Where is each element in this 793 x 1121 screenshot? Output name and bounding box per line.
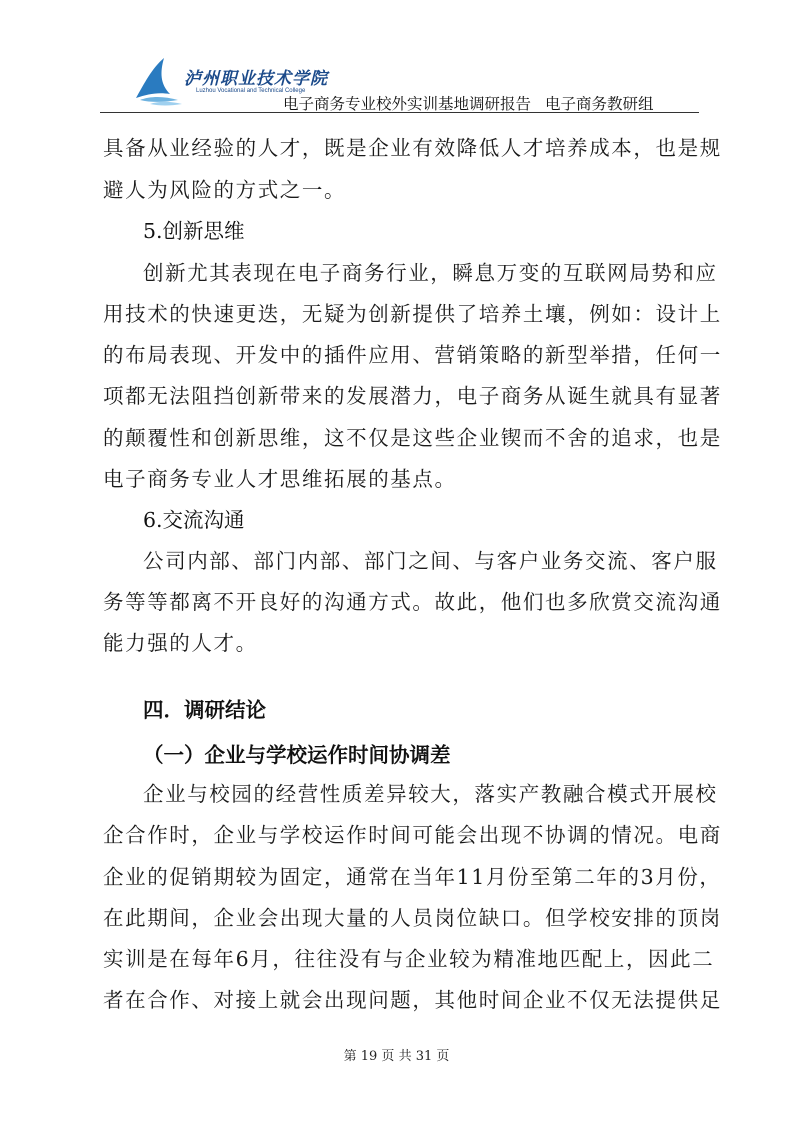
paragraph-line: 在此期间，企业会出现大量的人员岗位缺口。但学校安排的顶岗	[103, 906, 722, 930]
logo-subtext: Luzhou Vocational and Technical College	[196, 88, 306, 94]
paragraph-line: 实训是在每年6月，往往没有与企业较为精准地匹配上，因此二	[103, 947, 715, 971]
chapter-heading: 四．调研结论	[143, 698, 266, 722]
paragraph-line: 企业与校园的经营性质差异较大，落实产教融合模式开展校	[143, 782, 718, 806]
paragraph-line: 避人为风险的方式之一。	[103, 178, 347, 202]
page-number: 第 19 页 共 31 页	[343, 1049, 450, 1064]
paragraph-line: 者在合作、对接上就会出现问题，其他时间企业不仅无法提供足	[103, 988, 722, 1012]
paragraph-line: 企合作时，企业与学校运作时间可能会出现不协调的情况。电商	[103, 823, 722, 847]
report-title: 电子商务专业校外实训基地调研报告	[283, 95, 532, 113]
paragraph-line: 创新尤其表现在电子商务行业，瞬息万变的互联网局势和应	[143, 261, 718, 285]
header-divider	[100, 112, 699, 113]
school-logo	[130, 54, 328, 108]
paragraph-line: 的颠覆性和创新思维，这不仅是这些企业锲而不舍的追求，也是	[103, 426, 722, 450]
paragraph-line: 项都无法阻挡创新带来的发展潜力，电子商务从诞生就具有显著	[103, 384, 722, 408]
paragraph-line: 的布局表现、开发中的插件应用、营销策略的新型举措，任何一	[103, 343, 722, 367]
paragraph-line: 务等等都离不开良好的沟通方式。故此，他们也多欣赏交流沟通	[103, 590, 722, 614]
paragraph-line: 具备从业经验的人才，既是企业有效降低人才培养成本，也是规	[103, 136, 722, 160]
logo-wave-icon	[130, 54, 190, 108]
paragraph-line: 用技术的快速更迭，无疑为创新提供了培养土壤，例如：设计上	[103, 302, 722, 326]
paragraph-line: 能力强的人才。	[103, 631, 258, 655]
research-group: 电子商务教研组	[545, 95, 654, 113]
paragraph-line: 电子商务专业人才思维拓展的基点。	[103, 467, 457, 491]
paragraph-line: 企业的促销期较为固定，通常在当年11月份至第二年的3月份，	[103, 865, 722, 889]
paragraph-line: 公司内部、部门内部、部门之间、与客户业务交流、客户服	[143, 549, 718, 573]
logo-text: 泸州职业技术学院	[184, 69, 328, 89]
subsection-heading: （一）企业与学校运作时间协调差	[143, 743, 451, 767]
section-heading-6: 6.交流沟通	[143, 508, 245, 532]
page-header	[100, 50, 700, 112]
section-heading-5: 5.创新思维	[143, 219, 245, 243]
